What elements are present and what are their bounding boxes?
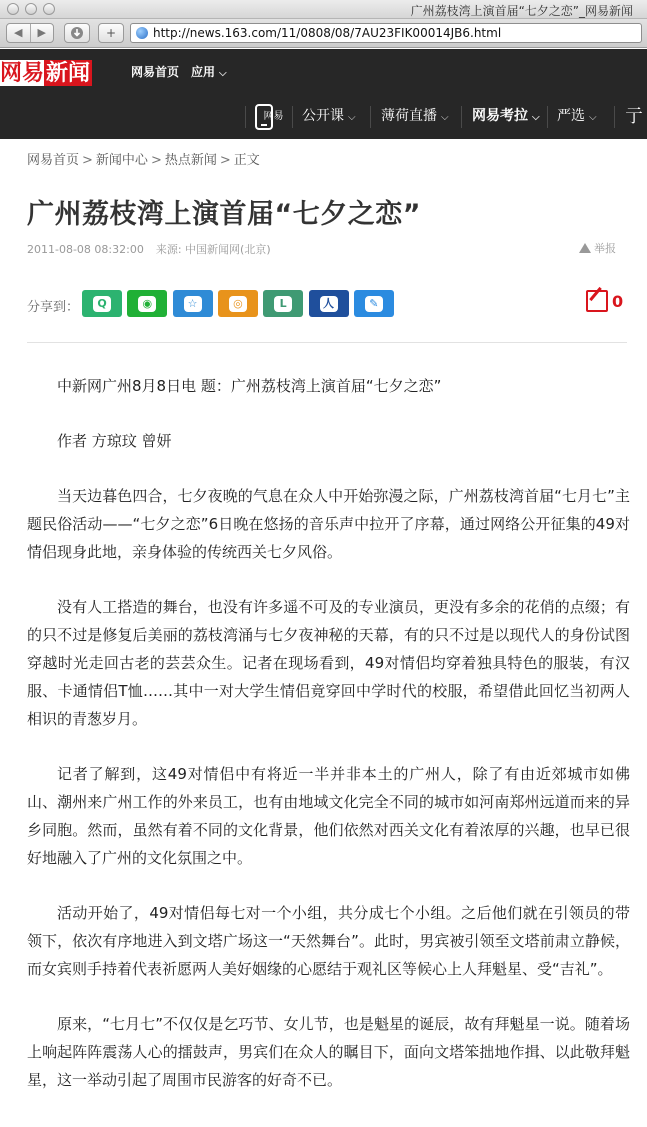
back-button[interactable]: ◀ bbox=[14, 26, 23, 39]
nav-mobile-item[interactable] bbox=[255, 94, 283, 139]
breadcrumb-news-center[interactable]: 新闻中心 bbox=[95, 153, 148, 168]
history-nav bbox=[6, 23, 54, 43]
nav-divider bbox=[547, 106, 548, 128]
share-qzone-button[interactable] bbox=[173, 290, 213, 317]
renren-icon: 人 bbox=[320, 296, 338, 312]
share-label: 分享到： bbox=[27, 300, 80, 315]
article-body bbox=[27, 372, 630, 1121]
site-header bbox=[0, 49, 647, 139]
nav-opencourse-item[interactable] bbox=[302, 94, 356, 139]
edit-comment-icon bbox=[586, 290, 608, 312]
nav-live-label: 薄荷直播 bbox=[381, 108, 437, 124]
new-tab-button[interactable]: + bbox=[98, 23, 124, 43]
article-paragraph: 中新网广州8月8日电 题：广州荔枝湾上演首届“七夕之恋” bbox=[57, 377, 442, 395]
breadcrumb-separator: > bbox=[82, 153, 93, 168]
article-paragraph: 原来，“七月七”不仅仅是乞巧节、女儿节，也是魁星的诞辰，故有拜魁星一说。随着场上响起阵阵震荡人心的擂鼓声，男宾们在众人的瞩目下，面向文塔笨拙地作揖、以此敬拜魁星，这一举动引起了周围市民游客的好奇不已。 bbox=[27, 1015, 630, 1089]
share-weibo-button[interactable] bbox=[218, 290, 258, 317]
browser-toolbar bbox=[0, 19, 647, 48]
qzone-icon: ☆ bbox=[184, 296, 202, 312]
url-text: http://news.163.com/11/0808/08/7AU23FIK00014JB6.html bbox=[153, 26, 502, 40]
globe-icon bbox=[136, 27, 148, 39]
article-paragraph: 没有人工搭造的舞台，也没有许多遥不可及的专业演员，更没有多余的花俏的点缀；有的只不过是修复后美丽的荔枝湾涌与七夕夜神秘的天幕，有的只不过是以现代人的身份试图穿越时光走回古老的芸芸众生。记者在现场看到，49对情侣均穿着独具特色的服装，有汉服、卡通情侣T恤……其中一对大学生情侣竟穿回中学时代的校服，希望借此回忆当初两人相识的青葱岁月。 bbox=[27, 598, 630, 728]
chevron-down-icon: ⌵ bbox=[441, 112, 449, 123]
chevron-down-icon: ⌵ bbox=[532, 112, 540, 123]
yixin-icon: Q bbox=[93, 296, 111, 312]
comment-count: 0 bbox=[612, 291, 624, 311]
wechat-icon: ◉ bbox=[138, 296, 156, 312]
chevron-down-icon: ⌵ bbox=[348, 112, 356, 123]
nav-divider bbox=[614, 106, 615, 128]
article-datetime: 2011-08-08 08:32:00 bbox=[27, 243, 144, 256]
minimize-window-button[interactable] bbox=[25, 3, 37, 15]
product-nav bbox=[0, 94, 647, 139]
share-wechat-button[interactable] bbox=[127, 290, 167, 317]
breadcrumb-separator: > bbox=[150, 153, 162, 168]
window-title: 广州荔枝湾上演首届“七夕之恋”_网易新闻 bbox=[410, 4, 633, 18]
share-yixin-button[interactable] bbox=[82, 290, 122, 317]
nav-mobile-label: 网易 bbox=[263, 111, 284, 122]
article-title: 广州荔枝湾上演首届“七夕之恋” bbox=[27, 199, 421, 230]
download-icon bbox=[70, 26, 84, 40]
warning-icon bbox=[579, 243, 591, 253]
nav-divider bbox=[461, 106, 462, 128]
nav-apps-label: 应用 bbox=[191, 65, 216, 79]
share-renren-button[interactable] bbox=[309, 290, 349, 317]
logo-news: 新闻 bbox=[46, 60, 91, 86]
nav-divider bbox=[370, 106, 371, 128]
comment-count-button[interactable] bbox=[586, 290, 623, 318]
nav-yanxuan-item[interactable] bbox=[557, 94, 597, 139]
chevron-down-icon: ⌵ bbox=[219, 68, 227, 79]
youdao-note-icon: ✎ bbox=[365, 296, 383, 312]
weibo-icon: ◎ bbox=[229, 296, 247, 312]
report-label: 举报 bbox=[594, 242, 616, 255]
zoom-window-button[interactable] bbox=[43, 3, 55, 15]
window-titlebar bbox=[0, 0, 647, 19]
article-paragraph: 作者 方琼玟 曾妍 bbox=[57, 432, 172, 450]
breadcrumb-separator: > bbox=[219, 153, 231, 168]
report-link[interactable] bbox=[579, 240, 616, 256]
nav-opencourse-label: 公开课 bbox=[302, 108, 344, 124]
nav-divider bbox=[292, 106, 293, 128]
breadcrumb-hot-news[interactable]: 热点新闻 bbox=[164, 153, 217, 168]
nav-apps-link[interactable] bbox=[191, 63, 227, 80]
address-bar[interactable] bbox=[130, 23, 642, 43]
article-paragraph: 活动开始了，49对情侣每七对一个小组，共分成七个小组。之后他们就在引领员的带领下，依次有序地进入到文塔广场这一“天然舞台”。此时，男宾被引领至文塔前肃立静候，而女宾则手持着代表祈愿两人美好姻缘的心愿结于观礼区等候心上人拜魁星、受“吉礼”。 bbox=[27, 904, 630, 978]
nav-yanxuan-label: 严选 bbox=[557, 108, 585, 124]
nav-live-item[interactable] bbox=[381, 94, 449, 139]
netease-news-logo[interactable] bbox=[0, 59, 92, 87]
article-source[interactable]: 来源: 中国新闻网(北京) bbox=[155, 243, 271, 256]
divider bbox=[27, 342, 627, 343]
nav-kaola-label: 网易考拉 bbox=[472, 108, 528, 124]
breadcrumb bbox=[27, 149, 260, 168]
download-button[interactable] bbox=[64, 23, 90, 43]
article-paragraph: 记者了解到，这49对情侣中有将近一半并非本土的广州人，除了有由近郊城市如佛山、潮州来广州工作的外来员工，也有由地域文化完全不同的城市如河南郑州远道而来的异乡同胞。然而，虽然有着不同的文化背景，他们依然对西关文化有着浓厚的兴趣，也早已很好地融入了广州的文化氛围之中。 bbox=[27, 765, 630, 867]
breadcrumb-home[interactable]: 网易首页 bbox=[27, 153, 80, 168]
chevron-down-icon: ⌵ bbox=[589, 112, 597, 123]
lofter-icon: L bbox=[274, 296, 292, 312]
logo-netease: 网易 bbox=[0, 60, 45, 86]
nav-kaola-item[interactable] bbox=[472, 94, 540, 139]
share-youdao-button[interactable] bbox=[354, 290, 394, 317]
breadcrumb-current: 正文 bbox=[233, 153, 260, 168]
nav-home-link[interactable]: 网易首页 bbox=[131, 65, 180, 79]
article-paragraph: 当天边暮色四合，七夕夜晚的气息在众人中开始弥漫之际，广州荔枝湾首届“七月七”主题民俗活动——“七夕之恋”6日晚在悠扬的音乐声中拉开了序幕，通过网络公开征集的49对情侣现身此地，亲身体验的传统西关七夕风俗。 bbox=[27, 487, 630, 561]
nav-more-item[interactable]: 亍 bbox=[625, 106, 643, 127]
share-lofter-button[interactable] bbox=[263, 290, 303, 317]
close-window-button[interactable] bbox=[7, 3, 19, 15]
article-meta bbox=[27, 241, 271, 257]
forward-button[interactable]: ▶ bbox=[30, 24, 54, 42]
nav-divider bbox=[245, 106, 246, 128]
